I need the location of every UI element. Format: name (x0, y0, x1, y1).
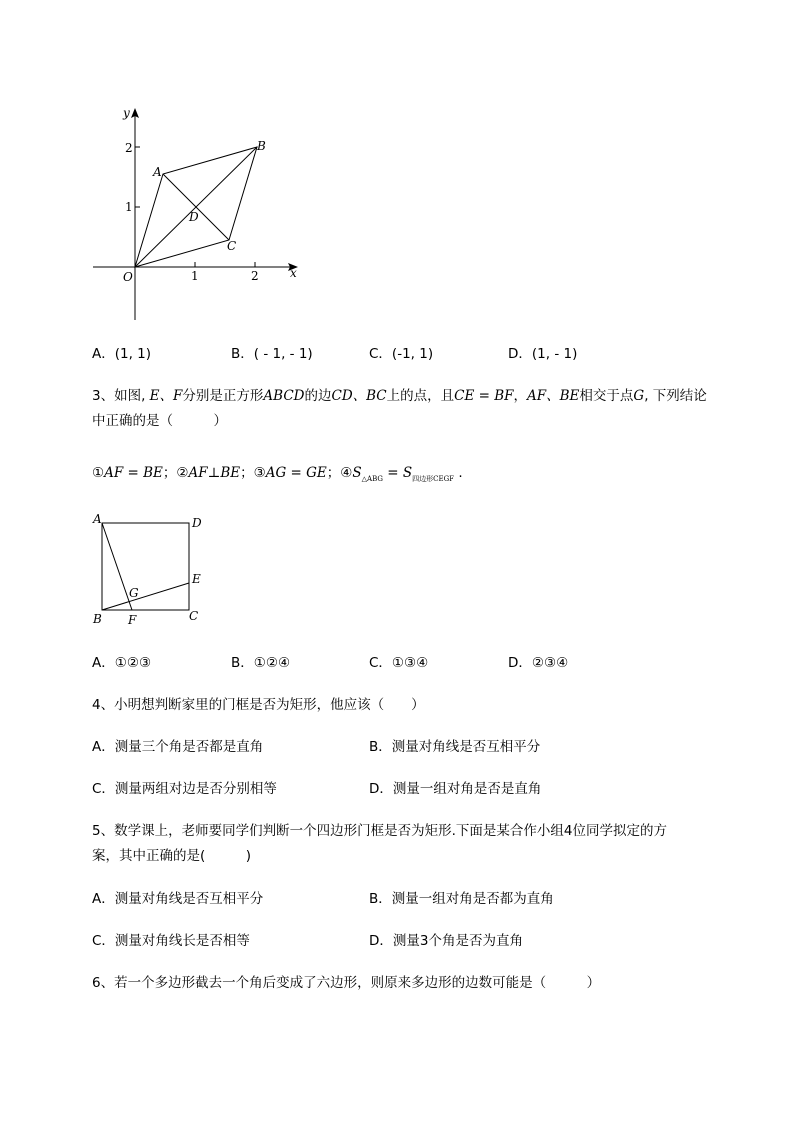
q4-option-c[interactable]: C．测量两组对边是否分别相等 (92, 781, 277, 797)
point-a-label: A (153, 165, 162, 179)
q6-stem: 6、若一个多边形截去一个角后变成了六边形，则原来多边形的边数可能是（ ） (92, 975, 601, 991)
q2-option-a[interactable]: A．(1, 1) (92, 346, 152, 362)
q2-option-b[interactable]: B．( - 1, - 1) (231, 346, 313, 362)
pt-b-label: B (93, 612, 102, 626)
segment-af (102, 523, 132, 610)
pt-a-label: A (93, 512, 102, 526)
square-figure (85, 508, 215, 628)
point-c-label: C (227, 239, 237, 253)
tick-x2-label: 2 (251, 269, 259, 283)
axis-y-label: y (123, 106, 130, 120)
origin-label: O (123, 270, 133, 284)
q4-option-b[interactable]: B．测量对角线是否互相平分 (369, 739, 541, 755)
tick-y2-label: 2 (125, 141, 133, 155)
q5-option-d[interactable]: D．测量3个角是否为直角 (369, 933, 523, 949)
q5-option-b[interactable]: B．测量一组对角是否都为直角 (369, 891, 554, 907)
q4-option-a[interactable]: A．测量三个角是否都是直角 (92, 739, 264, 755)
q3-stem-line1: 3、如图, E、F分别是正方形ABCD的边CD、BC上的点，且CE = BF，AF、BE相交于点G, 下列结论 (92, 388, 707, 404)
q4-option-d[interactable]: D．测量一组对角是否是直角 (369, 781, 542, 797)
pt-g-label: G (129, 586, 139, 600)
q3-stem-line2: 中正确的是（ ） (92, 413, 227, 429)
pt-e-label: E (192, 572, 201, 586)
pt-d-label: D (192, 516, 202, 530)
tick-x1-label: 1 (191, 269, 199, 283)
axis-x-label: x (290, 266, 297, 280)
point-b-label: B (257, 139, 266, 153)
q4-stem: 4、小明想判断家里的门框是否为矩形，他应该（ ） (92, 697, 425, 713)
q2-option-c[interactable]: C．(-1, 1) (369, 346, 434, 362)
q3-conclusions: ①AF = BE；②AF⊥BE；③AG = GE；$④S_{\triangle ABG} = S_{四边形CEGF}$ . (92, 465, 463, 483)
q3-option-d[interactable]: D．②③④ (508, 655, 569, 671)
q5-option-a[interactable]: A．测量对角线是否互相平分 (92, 891, 264, 907)
coordinate-figure (85, 100, 315, 330)
q3-option-c[interactable]: C．①③④ (369, 655, 429, 671)
tick-y1-label: 1 (125, 200, 133, 214)
segment-be (102, 583, 189, 610)
q3-option-a[interactable]: A．①②③ (92, 655, 152, 671)
q5-stem-line1: 5、数学课上，老师要同学们判断一个四边形门框是否为矩形.下面是某合作小组4位同学拟定的方 (92, 823, 667, 839)
q2-option-d[interactable]: D．(1, - 1) (508, 346, 578, 362)
q5-option-c[interactable]: C．测量对角线长是否相等 (92, 933, 250, 949)
point-d-label: D (189, 210, 199, 224)
pt-f-label: F (128, 613, 137, 627)
pt-c-label: C (189, 609, 199, 623)
q3-option-b[interactable]: B．①②④ (231, 655, 291, 671)
q5-stem-line2: 案，其中正确的是( ) (92, 848, 252, 864)
